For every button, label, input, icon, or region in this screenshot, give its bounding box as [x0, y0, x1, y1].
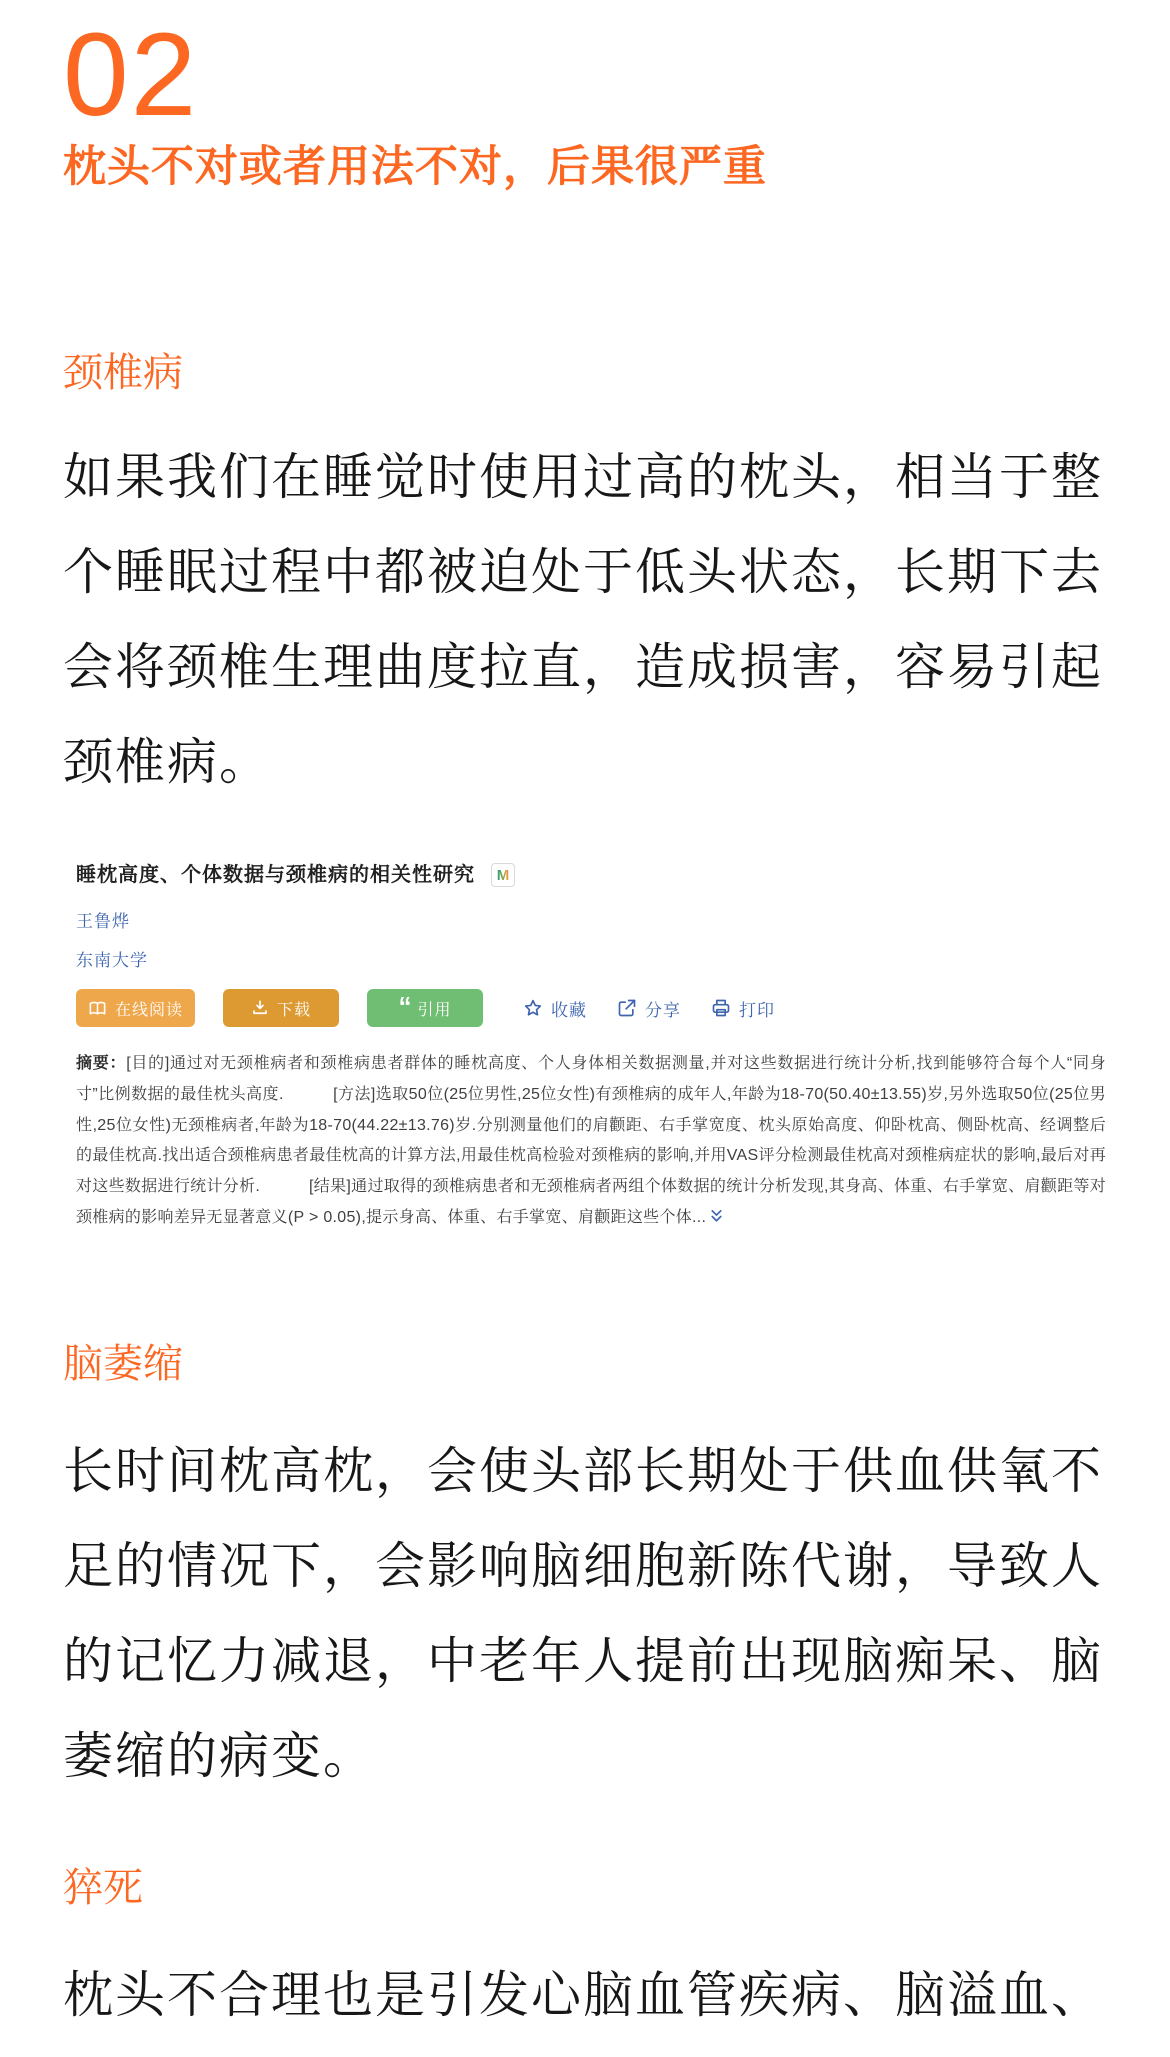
- share-label: 分享: [645, 1000, 682, 1020]
- read-online-button[interactable]: [76, 989, 195, 1027]
- paper-actions-row: [76, 989, 1107, 1027]
- chevron-double-down-icon[interactable]: [708, 1206, 725, 1237]
- paragraph-sudden-death: 枕头不合理也是引发心脑血管疾病、脑溢血、: [63, 1966, 1103, 2023]
- printer-icon: [711, 998, 731, 1018]
- star-icon: [523, 998, 543, 1018]
- paragraph-cervical: 如果我们在睡觉时使用过高的枕头，相当于整个睡眠过程中都被迫处于低头状态，长期下去会将颈椎生理曲度拉直，造成损害，容易引起颈椎病。: [63, 449, 1103, 790]
- cite-button[interactable]: [367, 989, 483, 1027]
- print-label: 打印: [739, 1000, 776, 1020]
- section-number: 02: [63, 9, 199, 141]
- print-link[interactable]: [711, 996, 775, 1021]
- paper-card: [63, 861, 1107, 1237]
- favorite-link[interactable]: [523, 996, 587, 1021]
- author-link[interactable]: 王鲁烨: [76, 912, 130, 931]
- quote-icon: “: [398, 991, 410, 1021]
- paper-title: 睡枕高度、个体数据与颈椎病的相关性研究: [76, 864, 475, 886]
- paragraph-brain-atrophy: 长时间枕高枕，会使头部长期处于供血供氧不足的情况下，会影响脑细胞新陈代谢，导致人的记忆力减退，中老年人提前出现脑痴呆、脑萎缩的病变。: [63, 1442, 1103, 1784]
- section-heading-sudden-death: 猝死: [63, 1865, 143, 1910]
- section-heading-cervical: 颈椎病: [63, 351, 183, 395]
- share-icon: [617, 998, 637, 1018]
- download-label: 下载: [277, 1001, 312, 1019]
- section-heading-brain-atrophy: 脑萎缩: [63, 1341, 183, 1386]
- abstract-label: 摘要：: [76, 1055, 127, 1072]
- cite-label: 引用: [417, 1001, 452, 1019]
- paper-abstract: [76, 1049, 1106, 1237]
- download-button[interactable]: [223, 989, 339, 1027]
- favorite-label: 收藏: [551, 1000, 588, 1020]
- affiliation-link[interactable]: 东南大学: [76, 951, 148, 970]
- download-icon: [251, 999, 269, 1017]
- paper-title-row: [76, 861, 1107, 889]
- abstract-text: [目的]通过对无颈椎病者和颈椎病患者群体的睡枕高度、个人身体相关数据测量,并对这些数据进行统计分析,找到能够符合每个人“同身寸”比例数据的最佳枕头高度. [方法]选取50位(25位男性,25位女性)有颈椎病的成年人,年龄为18-70(50.40±13.55)岁,另外选取50位(25位男性,25位女性)无颈椎病者,年龄为18-70(44.22±13.76)岁.分别测量他们的肩颧距、右手掌宽度、枕头原始高度、仰卧枕高、侧卧枕高、经调整后的最佳枕高.找出适合颈椎病患者最佳枕高的计算方法,用最佳枕高检验对颈椎病的影响,并用VAS评分检测最佳枕高对颈椎病症状的影响,最后对再对这些数据进行统计分析. [结果]通过取得的颈椎病患者和无颈椎病者两组个体数据的统计分析发现,其身高、体重、右手掌宽、肩颧距等对颈椎病的影响差异无显著意义(P > 0.05),提示身高、体重、右手掌宽、肩颧距这些个体...: [76, 1055, 1106, 1226]
- book-icon: [88, 999, 107, 1018]
- share-link[interactable]: [617, 996, 681, 1021]
- read-online-label: 在线阅读: [115, 1001, 184, 1019]
- article-title: 枕头不对或者用法不对，后果很严重: [63, 143, 767, 191]
- master-thesis-badge: M: [491, 863, 515, 887]
